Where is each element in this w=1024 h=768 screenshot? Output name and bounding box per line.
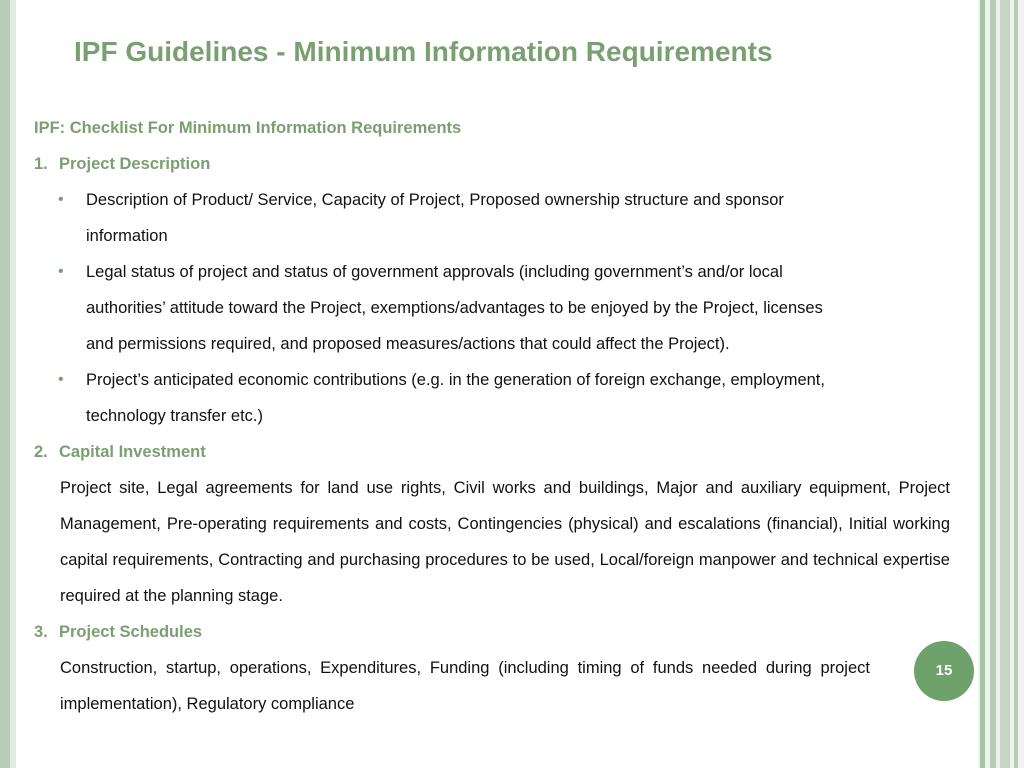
left-border <box>0 0 10 768</box>
section-number: 2. <box>34 443 48 461</box>
section-number: 1. <box>34 155 48 173</box>
bullet-line: Legal status of project and status of government approvals (including government’s and/or local <box>86 263 783 281</box>
section-paragraph: Project site, Legal agreements for land use rights, Civil works and buildings, Major and auxiliary equipment, Project Management, Pre-operating requirements and costs, Contingencies (physical) and escalations (financial), Initial working capital requirements, Contracting and purchasing procedures to be used, Local/foreign manpower and technical expertise required at the planning stage. <box>60 479 950 605</box>
right-stripe <box>990 0 996 768</box>
bullet-line: authorities’ attitude toward the Project, exemptions/advantages to be enjoyed by the Project, licenses <box>86 299 823 317</box>
bullet-item <box>34 254 950 362</box>
bullet-item <box>34 182 950 254</box>
section-title: Project Description <box>59 155 211 173</box>
slide-title: IPF Guidelines - Minimum Information Requirements <box>74 36 773 67</box>
bullet-line: information <box>86 227 168 245</box>
bullet-line: Project’s anticipated economic contributions (e.g. in the generation of foreign exchange, employment, <box>86 371 825 389</box>
bullet-line: Description of Product/ Service, Capacity of Project, Proposed ownership structure and sponsor <box>86 191 784 209</box>
right-stripe <box>1000 0 1010 768</box>
bullet-icon: • <box>58 263 64 280</box>
section-paragraph: Construction, startup, operations, Expenditures, Funding (including timing of funds needed during project implementation), Regulatory compliance <box>60 659 870 713</box>
bullet-line: technology transfer etc.) <box>86 407 264 425</box>
page-number-badge: 15 <box>914 641 974 701</box>
section-heading <box>34 434 950 470</box>
bullet-icon: • <box>58 191 64 208</box>
bullet-item <box>34 362 950 434</box>
section-number: 3. <box>34 623 48 641</box>
section-heading <box>34 614 950 650</box>
bullet-icon: • <box>58 371 64 388</box>
section-title: Capital Investment <box>59 443 206 461</box>
checklist-subtitle: IPF: Checklist For Minimum Information Requirements <box>34 119 462 137</box>
section-heading <box>34 146 950 182</box>
slide-content <box>34 110 950 722</box>
left-border-inner <box>10 0 16 768</box>
bullet-line: and permissions required, and proposed measures/actions that could affect the Project). <box>86 335 730 353</box>
section-title: Project Schedules <box>59 623 203 641</box>
right-stripe <box>980 0 985 768</box>
right-stripe <box>1014 0 1018 768</box>
